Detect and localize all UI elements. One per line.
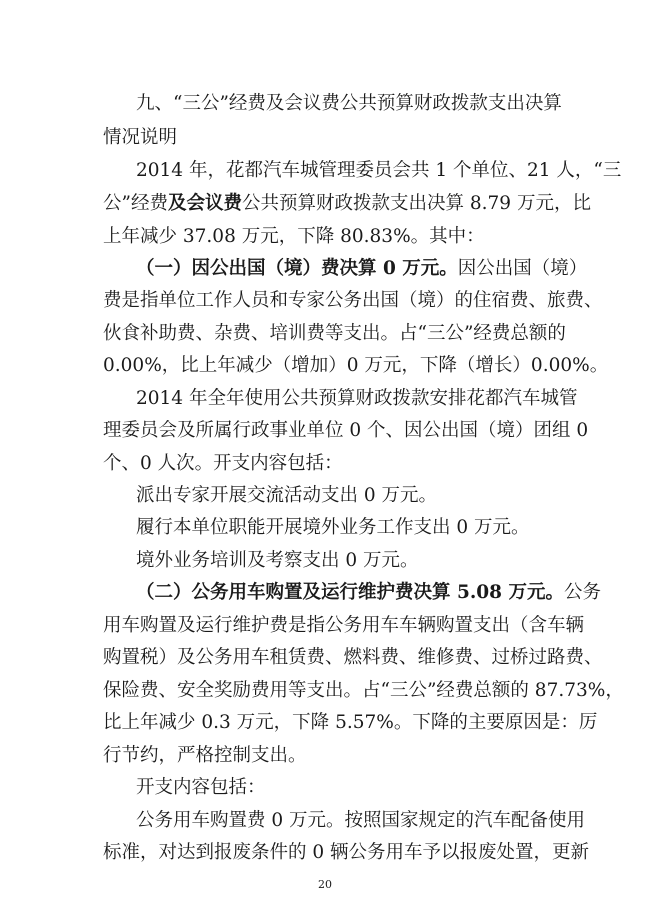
section1-line-1-rest: 因公出国（境） <box>457 258 588 279</box>
section2-detail-line-2: 公务用车购置费 0 万元。按照国家规定的汽车配备使用 <box>136 810 586 831</box>
section1-title: （一）因公出国（境）费决算 0 万元。 <box>136 258 458 279</box>
section1-item-3: 境外业务培训及考察支出 0 万元。 <box>136 550 419 571</box>
section2-line-3: 购置税）及公务用车租赁费、燃料费、维修费、过桥过路费、 <box>103 647 603 668</box>
section1-line-2: 费是指单位工作人员和专家公务出国（境）的住宿费、旅费、 <box>103 290 603 311</box>
section2-line-1 <box>136 582 601 604</box>
section1-detail-line-3: 个、0 人次。开支内容包括： <box>103 453 343 474</box>
section2-line-5: 比上年减少 0.3 万元，下降 5.57%。下降的主要原因是：厉 <box>103 712 598 733</box>
intro-line-2-a: 公”经费 <box>103 193 168 214</box>
section2-line-4: 保险费、安全奖励费用等支出。占“三公”经费总额的 87.73%， <box>103 680 624 701</box>
section-heading-line-2: 情况说明 <box>103 127 178 148</box>
page-number: 20 <box>318 878 332 891</box>
section2-line-1-rest: 公务 <box>563 582 601 603</box>
section2-line-2: 用车购置及运行维护费是指公务用车车辆购置支出（含车辆 <box>103 615 585 636</box>
section2-line-6: 行节约，严格控制支出。 <box>103 745 307 766</box>
section1-item-1: 派出专家开展交流活动支出 0 万元。 <box>136 485 438 506</box>
section2-title: （二）公务用车购置及运行维护费决算 5.08 万元。 <box>136 582 564 603</box>
intro-line-2 <box>103 193 591 215</box>
section1-detail-line-2: 理委员会及所属行政事业单位 0 个、因公出国（境）团组 0 <box>103 420 589 441</box>
intro-line-1: 2014 年，花都汽车城管理委员会共 1 个单位、21 人，“三 <box>136 160 622 181</box>
section1-line-3: 伙食补助费、杂费、培训费等支出。占“三公”经费总额的 <box>103 323 566 344</box>
section2-detail-line-3: 标准，对达到报废条件的 0 辆公务用车予以报废处置，更新 <box>103 842 590 863</box>
intro-line-2-c: 公共预算财政拨款支出决算 8.79 万元，比 <box>241 193 591 214</box>
intro-line-3: 上年减少 37.08 万元，下降 80.83%。其中： <box>103 226 485 247</box>
section2-detail-line-1: 开支内容包括： <box>136 777 266 798</box>
section1-line-4: 0.00%，比上年减少（增加）0 万元，下降（增长）0.00%。 <box>103 355 609 376</box>
intro-line-2-b: 及会议费 <box>167 193 242 214</box>
section1-item-2: 履行本单位职能开展境外业务工作支出 0 万元。 <box>136 517 530 538</box>
section-heading-line-1: 九、“三公”经费及会议费公共预算财政拨款支出决算 <box>136 93 562 114</box>
section1-detail-line-1: 2014 年全年使用公共预算财政拨款安排花都汽车城管 <box>136 388 578 409</box>
section1-line-1 <box>136 258 587 280</box>
